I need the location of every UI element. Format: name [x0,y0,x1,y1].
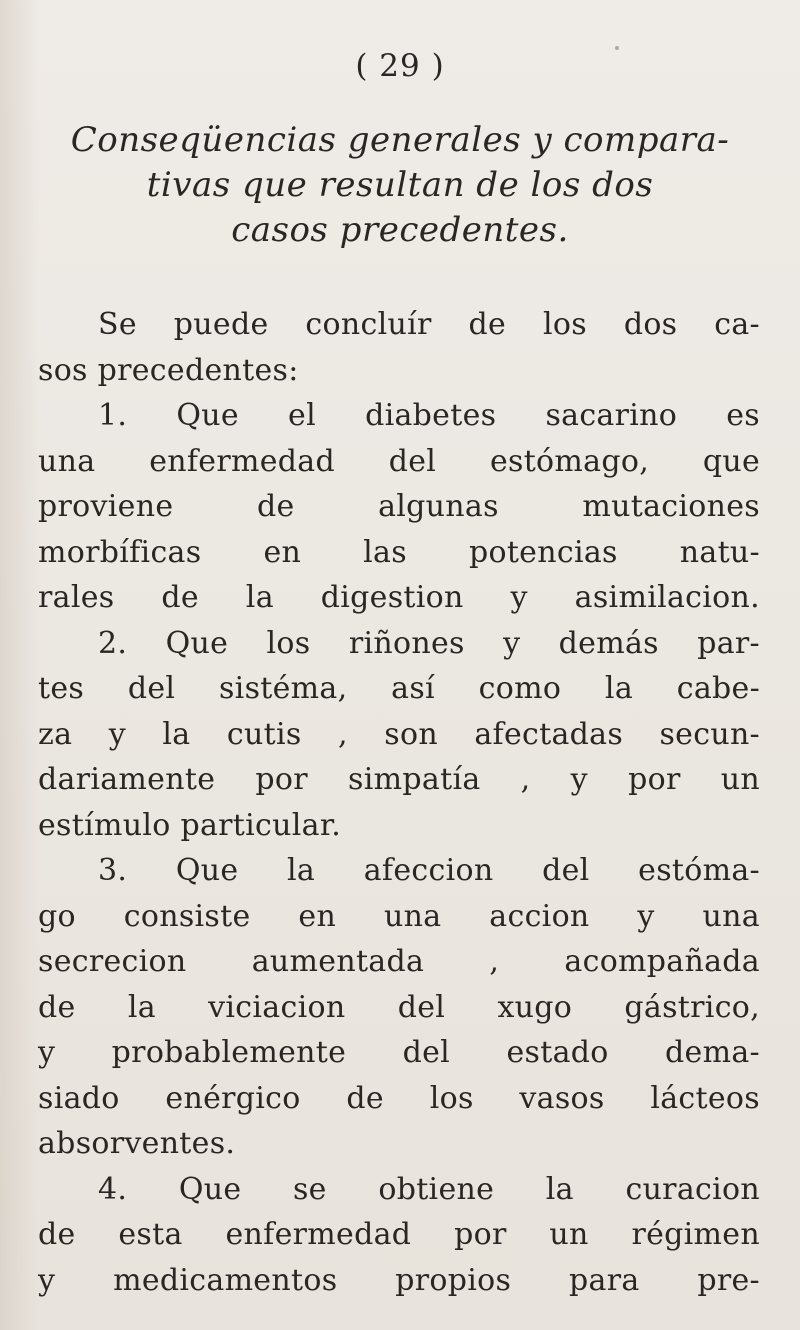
text-line: Se puede concluír de los dos ca- [98,307,760,342]
text-line: za y la cutis , son afectadas secun- [38,716,760,752]
body-text [38,302,760,1303]
text-line: proviene de algunas mutaciones [38,489,760,524]
text-line: absorventes. [38,1126,236,1161]
text-line: morbíficas en las potencias natu- [38,534,760,570]
text-line: de esta enfermedad por un régimen [38,1217,760,1252]
text-line: una enfermedad del estómago, que [38,443,760,479]
text-line: y medicamentos propios para pre- [38,1262,760,1298]
text-line: secrecion aumentada , acompañada [38,944,760,979]
page-number: ( 29 ) [355,48,445,84]
text-line: siado enérgico de los vasos lácteos [38,1080,760,1116]
text-line: 4. Que se obtiene la curacion [98,1171,760,1207]
text-line: de la viciacion del xugo gástrico, [38,989,760,1025]
text-line: sos precedentes: [38,352,299,388]
text-line: rales de la digestion y asimilacion. [38,580,760,615]
text-line: tes del sistéma, así como la cabe- [38,671,760,706]
text-line: go consiste en una accion y una [38,898,760,934]
text-line: estímulo particular. [38,807,342,843]
text-line: dariamente por simpatía , y por un [38,762,760,797]
text-line: 2. Que los riñones y demás par- [98,625,760,661]
heading-line: casos precedentes. [231,210,569,250]
heading-line: tivas que resultan de los dos [146,165,654,205]
section-heading [30,118,770,253]
heading-line: Conseqüencias generales y compara- [70,120,730,160]
text-line: y probablemente del estado dema- [38,1035,760,1070]
text-line: 1. Que el diabetes sacarino es [98,398,760,433]
text-line: 3. Que la afeccion del estóma- [98,853,760,888]
